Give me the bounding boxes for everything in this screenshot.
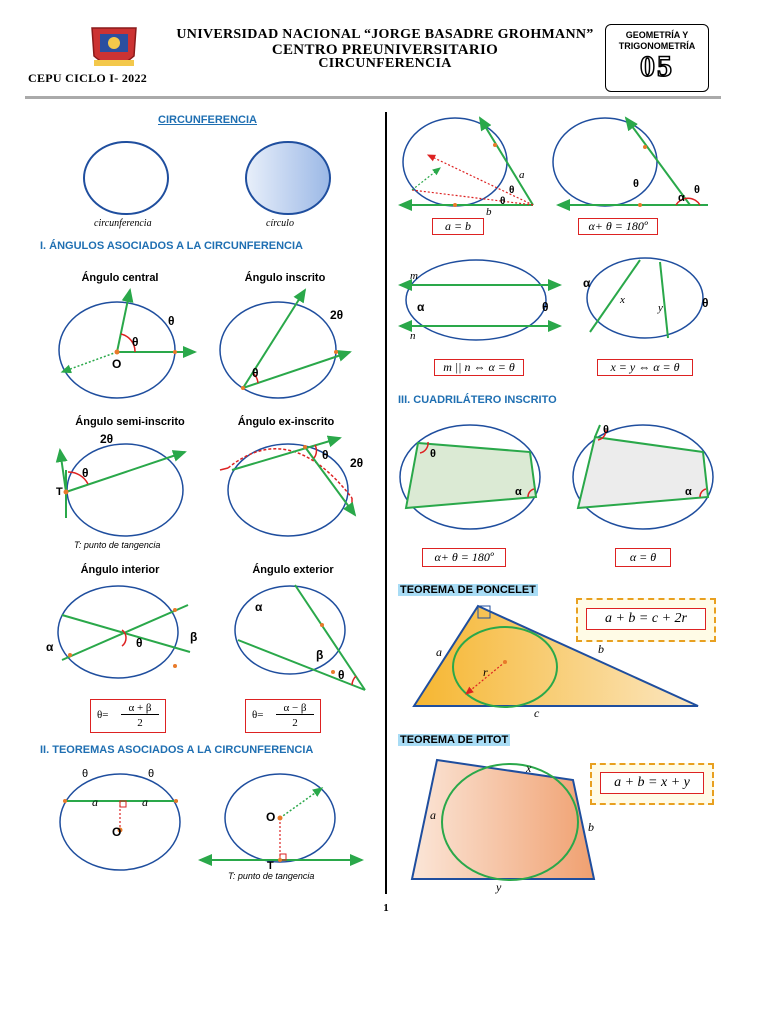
thm1-a-left: a bbox=[92, 795, 98, 809]
pit-y: y bbox=[496, 880, 502, 894]
formula-a-eq-b: a = b bbox=[432, 218, 484, 235]
university-name: UNIVERSIDAD NACIONAL “JORGE BASADRE GROHMANN” bbox=[176, 27, 594, 42]
pit-b: b bbox=[588, 820, 594, 834]
central-arc-theta: θ bbox=[168, 314, 175, 328]
tr-theta: θ bbox=[633, 178, 639, 190]
central-theta: θ bbox=[132, 335, 139, 349]
formula-chords: x = y ⇔ α = θ bbox=[597, 359, 693, 376]
tl-a: a bbox=[519, 169, 525, 181]
inscrito-2theta: 2θ bbox=[330, 308, 344, 322]
formula-parallel: m || n ⇔ α = θ bbox=[434, 359, 524, 376]
quad1-alpha: α bbox=[515, 486, 522, 498]
thm1-a-right: a bbox=[142, 795, 148, 809]
center-name: CENTRO PREUNIVERSITARIO bbox=[271, 42, 499, 58]
interior-alpha: α bbox=[46, 640, 54, 654]
tangency-note-2: T: punto de tangencia bbox=[228, 871, 315, 881]
exterior-theta: θ bbox=[338, 668, 345, 682]
section-circunferencia-title: CIRCUNFERENCIA bbox=[158, 114, 257, 126]
quad2-alpha: α bbox=[685, 486, 692, 498]
formula-poncelet: a + b = c + 2r bbox=[586, 608, 706, 630]
chord-y: y bbox=[658, 302, 663, 314]
chord-theta: θ bbox=[702, 296, 709, 310]
tl-theta-1: θ bbox=[509, 185, 515, 196]
cycle-label: CEPU CICLO I- 2022 bbox=[28, 71, 148, 85]
thm2-O: O bbox=[266, 810, 276, 824]
page-number: 1 bbox=[383, 902, 389, 914]
formula-pitot: a + b = x + y bbox=[600, 772, 704, 794]
label-inscrito: Ángulo inscrito bbox=[244, 272, 326, 284]
pon-a: a bbox=[436, 645, 442, 659]
tr-theta-2: θ bbox=[694, 184, 700, 196]
formula-quad2: α = θ bbox=[615, 548, 671, 567]
semi-T: T bbox=[56, 486, 63, 498]
course-name: GEOMETRÍA Y TRIGONOMETRÍA bbox=[618, 30, 696, 51]
tl-theta-2: θ bbox=[500, 196, 506, 207]
tl-b: b bbox=[486, 206, 492, 218]
chord-x: x bbox=[620, 294, 625, 306]
exins-theta: θ bbox=[322, 448, 329, 462]
thm1-theta-left: θ bbox=[82, 768, 89, 780]
semi-2theta: 2θ bbox=[100, 432, 114, 446]
semi-theta: θ bbox=[82, 466, 89, 480]
label-interior: Ángulo interior bbox=[80, 564, 160, 576]
formula-quad1: α+ θ = 180º bbox=[422, 548, 506, 567]
quad2-theta: θ bbox=[603, 424, 609, 436]
exins-2theta: 2θ bbox=[350, 456, 364, 470]
interior-beta: β bbox=[190, 630, 198, 644]
unit-number: 05 bbox=[640, 50, 674, 83]
pit-x: x bbox=[526, 761, 532, 775]
pitot-frame bbox=[590, 763, 714, 805]
pon-r: r bbox=[483, 665, 488, 679]
tr-alpha: α bbox=[678, 192, 685, 204]
label-central: Ángulo central bbox=[81, 272, 159, 284]
exterior-alpha: α bbox=[255, 600, 263, 614]
thm2-T: T bbox=[267, 860, 274, 872]
poncelet-frame bbox=[576, 598, 716, 642]
label-semi: Ángulo semi-inscrito bbox=[75, 416, 185, 428]
central-center-O: O bbox=[112, 357, 122, 371]
formula-exterior: θ= α − β 2 bbox=[245, 699, 321, 733]
inscrito-theta: θ bbox=[252, 366, 259, 380]
tangency-note-1: T: punto de tangencia bbox=[74, 540, 161, 550]
pit-a: a bbox=[430, 808, 436, 822]
caption-circunferencia: circunferencia bbox=[94, 218, 152, 229]
thm1-O: O bbox=[112, 825, 122, 839]
label-exterior: Ángulo exterior bbox=[252, 564, 334, 576]
formula-interior: θ= α + β 2 bbox=[90, 699, 166, 733]
interior-theta: θ bbox=[136, 636, 143, 650]
caption-circulo: círculo bbox=[266, 218, 294, 229]
line-m: m bbox=[410, 270, 418, 282]
label-exins: Ángulo ex-inscrito bbox=[237, 416, 335, 428]
quad1-theta: θ bbox=[430, 448, 436, 460]
poncelet-title: TEOREMA DE PONCELET bbox=[400, 584, 536, 596]
topic-title: CIRCUNFERENCIA bbox=[318, 56, 452, 71]
chord-alpha: α bbox=[583, 276, 591, 290]
par-alpha: α bbox=[417, 300, 425, 314]
section-2-title: II. TEOREMAS ASOCIADOS A LA CIRCUNFERENCIA bbox=[40, 744, 314, 756]
thm1-theta-right: θ bbox=[148, 768, 155, 780]
pon-b: b bbox=[598, 642, 604, 656]
exterior-beta: β bbox=[316, 648, 324, 662]
line-n: n bbox=[410, 330, 416, 342]
section-1-title: I. ÁNGULOS ASOCIADOS A LA CIRCUNFERENCIA bbox=[40, 240, 303, 252]
par-theta: θ bbox=[542, 300, 549, 314]
section-3-title: III. CUADRILÁTERO INSCRITO bbox=[398, 394, 557, 406]
pitot-title: TEOREMA DE PITOT bbox=[400, 734, 509, 746]
pon-c: c bbox=[534, 706, 540, 720]
formula-alpha-theta-180: α+ θ = 180º bbox=[578, 218, 658, 235]
